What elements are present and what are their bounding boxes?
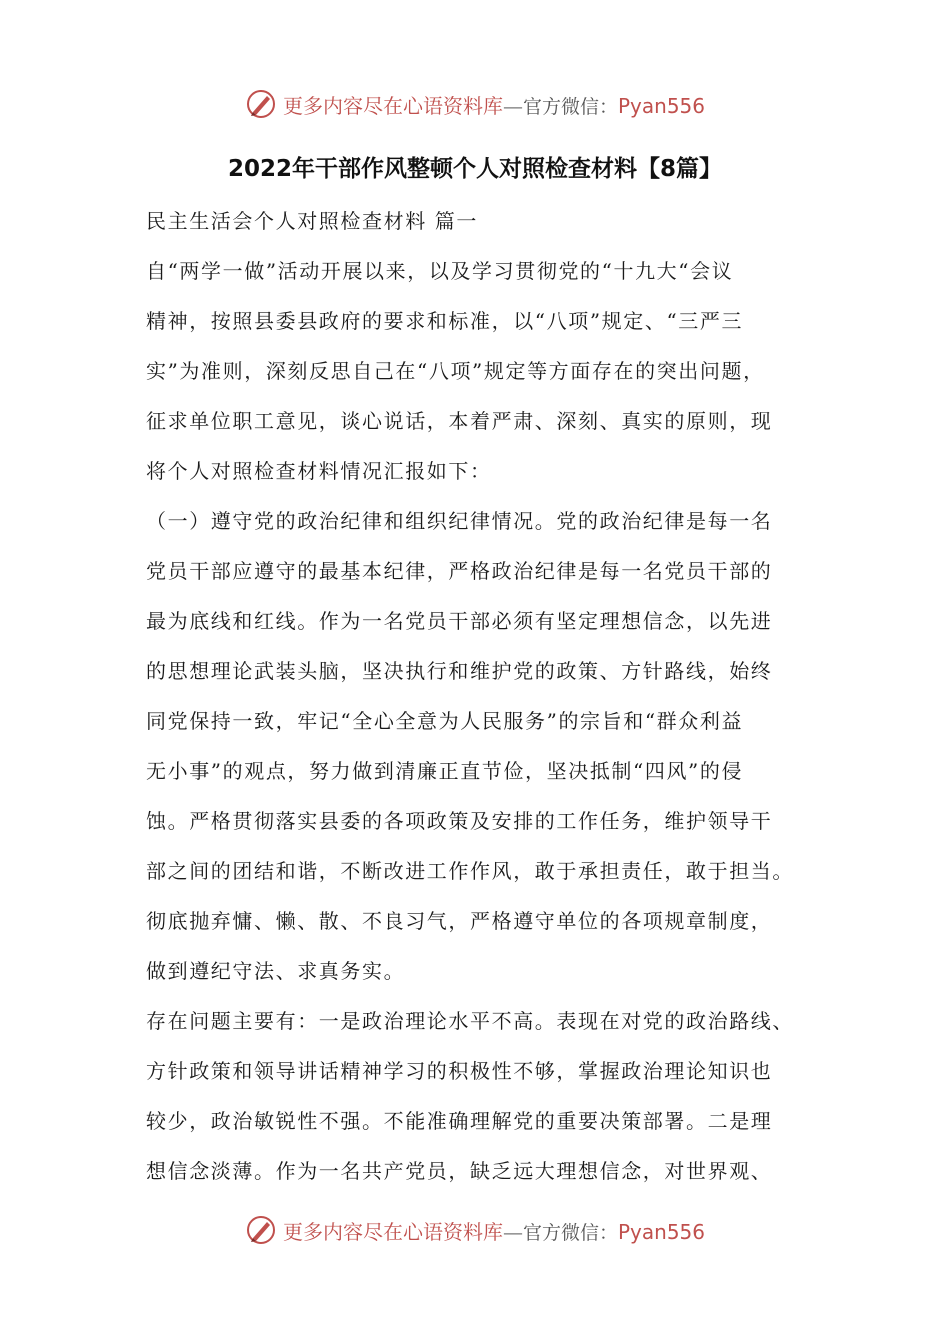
text-line: 党员干部应遵守的最基本纪律，严格政治纪律是每一名党员干部的 xyxy=(146,559,773,583)
text-line: 存在问题主要有：一是政治理论水平不高。表现在对党的政治路线、 xyxy=(146,1009,794,1033)
text-line: 将个人对照检查材料情况汇报如下： xyxy=(146,459,492,483)
text-line: 做到遵纪守法、求真务实。 xyxy=(146,959,406,983)
text-line: 的思想理论武装头脑，坚决执行和维护党的政策、方针路线，始终 xyxy=(146,659,773,683)
banner-slogan: 更多内容尽在心语资料库 xyxy=(282,93,503,118)
pen-logo-icon xyxy=(245,1214,277,1246)
text-line: 想信念淡薄。作为一名共产党员，缺乏远大理想信念，对世界观、 xyxy=(146,1159,773,1183)
text-line: 较少，政治敏锐性不强。不能准确理解党的重要决策部署。二是理 xyxy=(146,1109,773,1133)
banner-wechat-label: 官方微信： xyxy=(522,95,618,118)
text-line: 自“两学一做”活动开展以来，以及学习贯彻党的“十九大“会议 xyxy=(146,259,734,283)
banner-text xyxy=(283,90,705,119)
header-banner xyxy=(0,82,950,126)
document-title: 2022年干部作风整顿个人对照检查材料【8篇】 xyxy=(227,156,723,182)
banner-wechat-label: 官方微信： xyxy=(522,1221,618,1244)
text-line: 部之间的团结和谐，不断改进工作作风，敢于承担责任，敢于担当。 xyxy=(146,859,794,883)
banner-separator: — xyxy=(502,1219,523,1244)
text-line: 无小事”的观点，努力做到清廉正直节俭，坚决抵制“四风”的侵 xyxy=(146,759,744,783)
text-line: 实”为准则，深刻反思自己在“八项”规定等方面存在的突出问题， xyxy=(146,359,765,383)
banner-slogan: 更多内容尽在心语资料库 xyxy=(282,1219,503,1244)
text-line: （一）遵守党的政治纪律和组织纪律情况。党的政治纪律是每一名 xyxy=(146,509,773,533)
text-line: 彻底抛弃慵、懒、散、不良习气，严格遵守单位的各项规章制度， xyxy=(146,909,773,933)
pen-logo-icon xyxy=(245,88,277,120)
banner-separator: — xyxy=(502,93,523,118)
text-line: 征求单位职工意见，谈心说话，本着严肃、深刻、真实的原则，现 xyxy=(146,409,773,433)
section-heading: 民主生活会个人对照检查材料 篇一 xyxy=(146,209,478,233)
text-line: 精神，按照县委县政府的要求和标准，以“八项”规定、“三严三 xyxy=(146,309,744,333)
text-line: 方针政策和领导讲话精神学习的积极性不够，掌握政治理论知识也 xyxy=(146,1059,773,1083)
text-line: 同党保持一致，牢记“全心全意为人民服务”的宗旨和“群众利益 xyxy=(146,709,744,733)
text-line: 最为底线和红线。作为一名党员干部必须有坚定理想信念，以先进 xyxy=(146,609,773,633)
document-body xyxy=(146,196,826,1196)
footer-banner xyxy=(0,1208,950,1252)
banner-text xyxy=(283,1216,705,1245)
banner-wechat-id: Pyan556 xyxy=(618,1219,706,1244)
text-line: 蚀。严格贯彻落实县委的各项政策及安排的工作任务，维护领导干 xyxy=(146,809,773,833)
banner-wechat-id: Pyan556 xyxy=(618,93,706,118)
